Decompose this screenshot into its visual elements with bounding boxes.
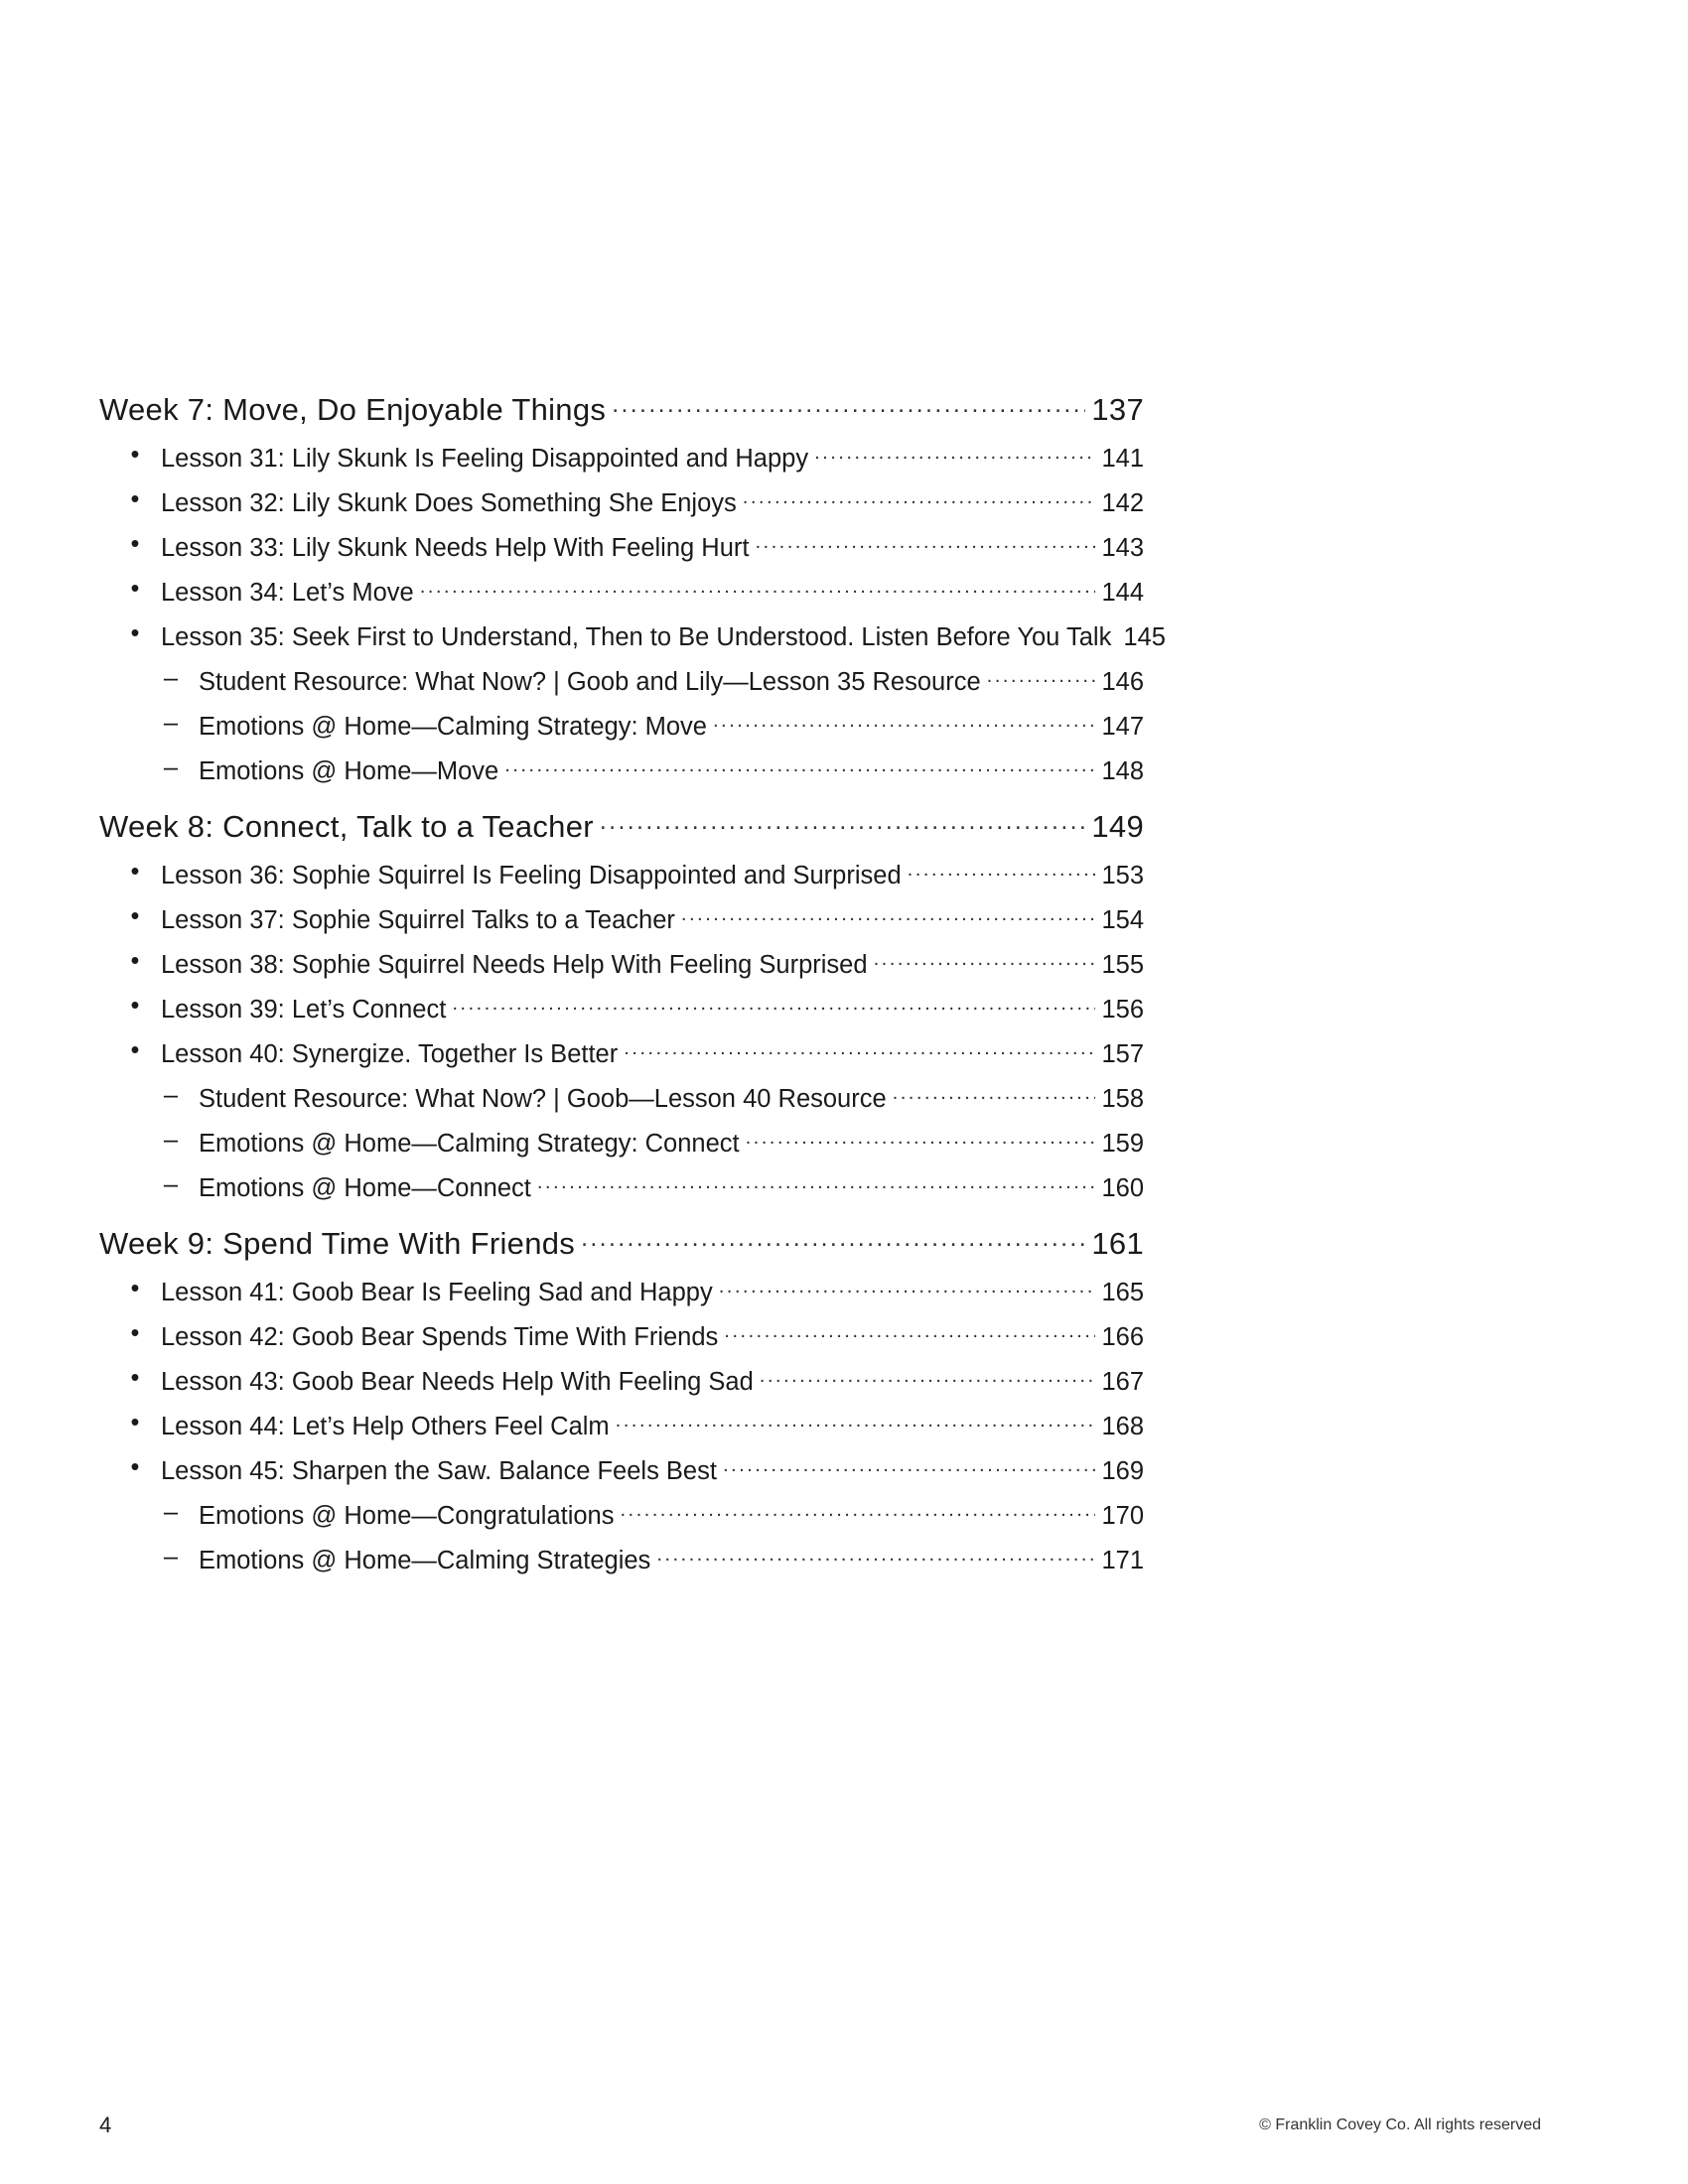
dot-leader [724, 1319, 1095, 1345]
dot-leader [814, 441, 1095, 467]
dash-marker: – [163, 1543, 179, 1570]
dot-leader [755, 530, 1095, 556]
dot-leader [624, 1036, 1095, 1062]
dot-leader [681, 902, 1096, 928]
toc-entry-title: Lesson 35: Seek First to Understand, Then to Be Understood. Listen Before You Talk [161, 622, 1112, 651]
toc-lesson-entry[interactable] [99, 530, 1144, 575]
toc-resource-entry[interactable] [99, 753, 1144, 798]
toc-entry-page: 171 [1101, 1546, 1144, 1574]
toc-entry-title: Emotions @ Home—Connect [199, 1173, 531, 1202]
toc-entry-page: 160 [1101, 1173, 1144, 1202]
dot-leader [420, 575, 1096, 601]
toc-resource-entry[interactable] [99, 709, 1144, 753]
toc-entry-title: Lesson 45: Sharpen the Saw. Balance Feels Best [161, 1456, 717, 1485]
dot-leader [656, 1543, 1095, 1569]
toc-entry-page: 143 [1101, 533, 1144, 562]
bullet-marker: • [130, 1275, 140, 1302]
toc-entry-page: 153 [1101, 861, 1144, 889]
toc-entry-title: Lesson 32: Lily Skunk Does Something She Enjoys [161, 488, 737, 517]
bullet-marker: • [130, 441, 140, 469]
bullet-marker: • [130, 485, 140, 513]
toc-entry-page: 146 [1101, 667, 1144, 696]
toc-entry-page: 149 [1091, 809, 1144, 844]
dot-leader [908, 858, 1096, 884]
toc-entry-page: 147 [1101, 712, 1144, 741]
toc-entry-page: 156 [1101, 995, 1144, 1024]
toc-entry-title: Lesson 34: Let’s Move [161, 578, 414, 607]
toc-lesson-entry[interactable] [99, 619, 1166, 664]
toc-entry-title: Lesson 43: Goob Bear Needs Help With Feeling Sad [161, 1367, 754, 1396]
toc-lesson-entry[interactable] [99, 1036, 1144, 1081]
dot-leader [620, 1498, 1095, 1524]
dash-marker: – [163, 1498, 179, 1526]
toc-entry-page: 155 [1101, 950, 1144, 979]
toc-entry-title: Lesson 31: Lily Skunk Is Feeling Disappointed and Happy [161, 444, 809, 473]
toc-resource-entry[interactable] [99, 1170, 1144, 1215]
toc-entry-page: 145 [1123, 622, 1166, 651]
toc-week-heading[interactable] [99, 1223, 1144, 1275]
bullet-marker: • [130, 1319, 140, 1347]
footer-copyright: © Franklin Covey Co. All rights reserved [1259, 2116, 1541, 2133]
dash-marker: – [163, 1170, 179, 1198]
toc-week-heading[interactable] [99, 389, 1144, 441]
toc-entry-title: Lesson 44: Let’s Help Others Feel Calm [161, 1412, 610, 1440]
toc-entry-page: 157 [1101, 1039, 1144, 1068]
dash-marker: – [163, 1126, 179, 1154]
table-of-contents [99, 389, 1166, 1591]
toc-entry-title: Week 7: Move, Do Enjoyable Things [99, 392, 607, 427]
toc-entry-page: 167 [1101, 1367, 1144, 1396]
toc-lesson-entry[interactable] [99, 947, 1144, 992]
dot-leader [504, 753, 1095, 779]
toc-lesson-entry[interactable] [99, 441, 1144, 485]
toc-lesson-entry[interactable] [99, 902, 1144, 947]
toc-lesson-entry[interactable] [99, 1275, 1144, 1319]
toc-entry-title: Lesson 37: Sophie Squirrel Talks to a Teacher [161, 905, 675, 934]
toc-week-section [99, 389, 1166, 798]
dot-leader [893, 1081, 1096, 1107]
dot-leader [746, 1126, 1096, 1152]
dot-leader [723, 1453, 1096, 1479]
dot-leader [616, 1409, 1096, 1434]
bullet-marker: • [130, 902, 140, 930]
toc-entry-title: Student Resource: What Now? | Goob—Lesson 40 Resource [199, 1084, 887, 1113]
bullet-marker: • [130, 1036, 140, 1064]
toc-entry-page: 166 [1101, 1322, 1144, 1351]
toc-lesson-entry[interactable] [99, 1364, 1144, 1409]
toc-lesson-entry[interactable] [99, 1409, 1144, 1453]
dot-leader [581, 1223, 1085, 1254]
dot-leader [713, 709, 1095, 735]
toc-lesson-entry[interactable] [99, 858, 1144, 902]
toc-entry-title: Emotions @ Home—Calming Strategy: Move [199, 712, 707, 741]
toc-entry-title: Lesson 40: Synergize. Together Is Better [161, 1039, 619, 1068]
toc-entry-page: 148 [1101, 756, 1144, 785]
toc-entry-title: Emotions @ Home—Calming Strategy: Connect [199, 1129, 740, 1158]
toc-entry-title: Emotions @ Home—Move [199, 756, 499, 785]
toc-resource-entry[interactable] [99, 1081, 1144, 1126]
dot-leader [760, 1364, 1096, 1390]
toc-entry-page: 142 [1101, 488, 1144, 517]
toc-week-section [99, 806, 1144, 1215]
toc-entry-page: 159 [1101, 1129, 1144, 1158]
toc-entry-page: 141 [1101, 444, 1144, 473]
bullet-marker: • [130, 1409, 140, 1436]
toc-lesson-entry[interactable] [99, 485, 1144, 530]
toc-lesson-entry[interactable] [99, 1453, 1144, 1498]
toc-week-heading[interactable] [99, 806, 1144, 858]
toc-entry-title: Lesson 38: Sophie Squirrel Needs Help With Feeling Surprised [161, 950, 868, 979]
bullet-marker: • [130, 1364, 140, 1392]
toc-entry-page: 169 [1101, 1456, 1144, 1485]
toc-lesson-entry[interactable] [99, 575, 1144, 619]
toc-entry-page: 170 [1101, 1501, 1144, 1530]
dot-leader [743, 485, 1096, 511]
toc-entry-title: Lesson 36: Sophie Squirrel Is Feeling Disappointed and Surprised [161, 861, 902, 889]
bullet-marker: • [130, 619, 140, 647]
dot-leader [452, 992, 1095, 1018]
dash-marker: – [163, 1081, 179, 1109]
toc-entry-title: Student Resource: What Now? | Goob and Lily—Lesson 35 Resource [199, 667, 981, 696]
toc-resource-entry[interactable] [99, 1126, 1144, 1170]
toc-entry-title: Lesson 42: Goob Bear Spends Time With Friends [161, 1322, 719, 1351]
bullet-marker: • [130, 1453, 140, 1481]
dash-marker: – [163, 664, 179, 692]
toc-entry-title: Lesson 41: Goob Bear Is Feeling Sad and Happy [161, 1278, 713, 1306]
toc-lesson-entry[interactable] [99, 1319, 1144, 1364]
toc-entry-page: 165 [1101, 1278, 1144, 1306]
toc-resource-entry[interactable] [99, 664, 1144, 709]
dot-leader [600, 806, 1086, 837]
toc-entry-title: Week 8: Connect, Talk to a Teacher [99, 809, 594, 844]
toc-week-section [99, 1223, 1144, 1587]
toc-entry-page: 168 [1101, 1412, 1144, 1440]
toc-entry-title: Emotions @ Home—Congratulations [199, 1501, 615, 1530]
toc-entry-title: Lesson 39: Let’s Connect [161, 995, 447, 1024]
dash-marker: – [163, 753, 179, 781]
toc-entry-page: 158 [1101, 1084, 1144, 1113]
toc-entry-page: 144 [1101, 578, 1144, 607]
toc-entry-page: 154 [1101, 905, 1144, 934]
toc-resource-entry[interactable] [99, 1498, 1144, 1543]
toc-entry-title: Week 9: Spend Time With Friends [99, 1226, 576, 1261]
toc-entry-page: 137 [1091, 392, 1144, 427]
dot-leader [987, 664, 1096, 690]
toc-resource-entry[interactable] [99, 1543, 1144, 1587]
toc-entry-page: 161 [1091, 1226, 1144, 1261]
bullet-marker: • [130, 530, 140, 558]
footer-page-number: 4 [99, 2113, 112, 2137]
bullet-marker: • [130, 858, 140, 886]
dot-leader [719, 1275, 1096, 1300]
bullet-marker: • [130, 575, 140, 603]
bullet-marker: • [130, 992, 140, 1020]
toc-entry-title: Lesson 33: Lily Skunk Needs Help With Feeling Hurt [161, 533, 750, 562]
bullet-marker: • [130, 947, 140, 975]
toc-entry-title: Emotions @ Home—Calming Strategies [199, 1546, 651, 1574]
dot-leader [537, 1170, 1096, 1196]
dash-marker: – [163, 709, 179, 737]
dot-leader [612, 389, 1085, 420]
dot-leader [874, 947, 1096, 973]
toc-lesson-entry[interactable] [99, 992, 1144, 1036]
